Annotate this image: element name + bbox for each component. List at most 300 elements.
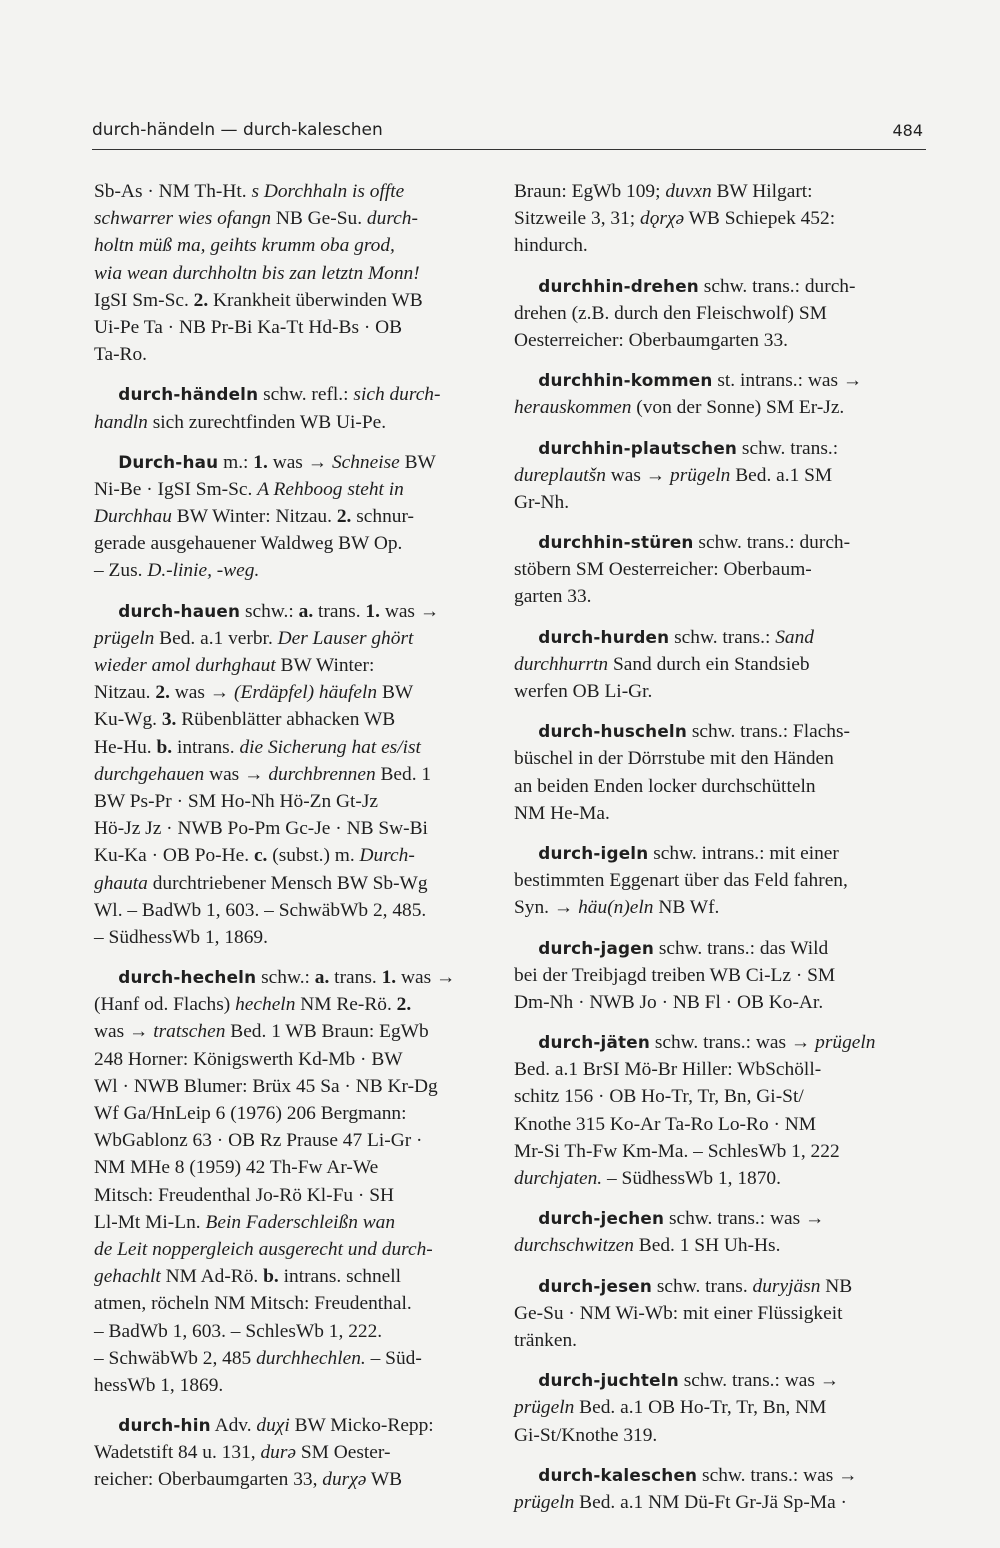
- text: NM MHe 8 (1959) 42 Th-Fw Ar-We: [94, 1157, 379, 1179]
- italic-text: tratschen: [153, 1021, 226, 1043]
- text: WB: [366, 1469, 403, 1491]
- text: was →: [267, 451, 332, 473]
- italic-text: durchbrennen: [268, 763, 376, 785]
- text: Ll-Mt Mi-Ln.: [94, 1211, 206, 1233]
- text: Sb-As · NM Th-Ht.: [94, 181, 252, 202]
- text-line: [94, 991, 490, 1018]
- text-line: [514, 1462, 925, 1489]
- text-line: [94, 870, 490, 897]
- text-line: [94, 449, 490, 476]
- italic-text: handln: [94, 411, 148, 433]
- italic-text: durchgehauen: [94, 763, 205, 785]
- text-line: [94, 625, 490, 652]
- text: [94, 384, 118, 405]
- text-line: [514, 1138, 925, 1165]
- text: reicher: Oberbaumgarten 33,: [94, 1469, 323, 1491]
- italic-text: de Leit noppergleich ausgerecht und durch-: [94, 1238, 433, 1260]
- text: [514, 938, 538, 959]
- text: Dm-Nh · NWB Jo · NB Fl · OB Ko-Ar.: [514, 991, 824, 1013]
- text: [94, 1415, 118, 1436]
- italic-text: D.-linie, -weg.: [147, 560, 260, 582]
- text: NM He-Ma.: [514, 802, 610, 824]
- text-line: [514, 178, 925, 205]
- entry-gap: [94, 585, 490, 598]
- headword: durch-jechen: [538, 1208, 665, 1229]
- headword: durch-hin: [118, 1415, 211, 1436]
- text: [514, 438, 538, 459]
- text: was →: [396, 967, 456, 989]
- text: hindurch.: [514, 235, 588, 257]
- text: Knothe 315 Ko-Ar Ta-Ro Lo-Ro · NM: [514, 1113, 817, 1135]
- entry-gap: [514, 1354, 925, 1367]
- italic-text: gehachlt: [94, 1266, 161, 1288]
- text: Ge-Su · NM Wi-Wb: mit einer Flüssigkeit: [514, 1302, 843, 1324]
- text: m.:: [218, 451, 254, 473]
- text-line: [94, 530, 490, 557]
- headword: durch-jesen: [538, 1275, 652, 1296]
- text-line: [514, 1422, 925, 1449]
- text: Braun: EgWb 109;: [514, 181, 666, 202]
- text: schw. trans.: was →: [649, 1032, 816, 1054]
- sense-number: 1.: [365, 600, 380, 622]
- italic-text: duχi: [256, 1415, 290, 1437]
- entry-gap: [514, 827, 925, 840]
- text-line: [94, 1100, 490, 1127]
- text: [514, 276, 538, 297]
- text-line: [514, 962, 925, 989]
- sense-number: 1.: [381, 967, 397, 989]
- italic-text: herauskommen: [514, 397, 632, 419]
- text: [94, 452, 118, 473]
- text: schw. trans.:: [669, 626, 776, 648]
- text: Ku-Wg.: [94, 709, 162, 731]
- text-line: [94, 1318, 490, 1345]
- text: Mr-Si Th-Fw Km-Ma. – SchlesWb 1, 222: [514, 1140, 840, 1162]
- text: schw. trans.: was →: [697, 1464, 858, 1486]
- text: tränken.: [514, 1329, 577, 1351]
- text: BW Winter: Nitzau.: [171, 506, 337, 528]
- entry-gap: [514, 422, 925, 435]
- italic-text: (Erdäpfel) häufeln: [234, 682, 378, 704]
- text: schw. trans.: Flachs-: [687, 721, 851, 743]
- text: Adv.: [210, 1415, 257, 1437]
- text-line: [514, 745, 925, 772]
- headword: durchhin-stüren: [538, 532, 694, 553]
- entry-gap: [94, 368, 490, 381]
- text-line: [94, 1073, 490, 1100]
- sense-number: a.: [298, 600, 314, 622]
- text: BW Winter:: [275, 655, 375, 676]
- sense-number: 2.: [336, 506, 352, 528]
- italic-text: durχə: [322, 1469, 367, 1491]
- text: was →: [605, 464, 671, 486]
- text-line: [94, 476, 490, 503]
- text: [514, 843, 538, 864]
- entry-gap: [514, 1016, 925, 1029]
- text: schw.:: [256, 967, 315, 989]
- header-rule: [92, 149, 926, 150]
- text: WB Schiepek 452:: [684, 208, 836, 230]
- text: Nitzau.: [94, 682, 156, 704]
- text-line: [94, 1182, 490, 1209]
- text: NB Ge-Su.: [271, 208, 367, 230]
- text-line: [514, 624, 925, 651]
- text-line: [514, 1367, 925, 1394]
- text-line: [514, 1489, 925, 1516]
- entry-gap: [514, 611, 925, 624]
- text-line: [514, 773, 925, 800]
- sense-number: 2.: [155, 682, 170, 704]
- italic-text: durə: [260, 1442, 297, 1464]
- text-line: [514, 394, 925, 421]
- headword: durchhin-kommen: [538, 370, 713, 391]
- text-line: [514, 1394, 925, 1421]
- italic-text: wia wean durchholtn bis zan letztn Monn!: [94, 262, 420, 284]
- text-line: [94, 706, 490, 733]
- entry-gap: [514, 1192, 925, 1205]
- text: Krankheit überwinden WB: [208, 289, 423, 311]
- italic-text: dǫrχə: [640, 208, 685, 230]
- headword: durchhin-plautschen: [538, 437, 738, 458]
- text-line: [514, 935, 925, 962]
- text-line: [94, 598, 490, 625]
- text: BW: [399, 451, 436, 473]
- italic-text: A Rehboog steht in: [257, 478, 404, 500]
- text-line: [514, 232, 925, 259]
- right-column: [514, 178, 925, 1516]
- text: (Hanf od. Flachs): [94, 994, 236, 1016]
- text: BW Ps-Pr · SM Ho-Nh Hö-Zn Gt-Jz: [94, 790, 379, 812]
- text: Sand durch ein Standsieb: [608, 653, 810, 675]
- text: Bed. 1 SH Uh-Hs.: [633, 1235, 781, 1257]
- text: an beiden Enden locker durchschütteln: [514, 775, 816, 797]
- sense-number: 2.: [396, 994, 412, 1016]
- text: schw. trans.: [652, 1275, 753, 1297]
- italic-text: Sand: [775, 626, 814, 648]
- text: schw.:: [240, 600, 299, 622]
- entry-gap: [514, 260, 925, 273]
- text: schw. trans.: was →: [664, 1208, 825, 1230]
- text-line: [94, 178, 490, 205]
- italic-text: Schneise: [331, 451, 400, 473]
- italic-text: durchhechlen.: [256, 1347, 366, 1369]
- text: was →: [169, 682, 235, 704]
- text-line: [94, 679, 490, 706]
- italic-text: Bein Faderschleißn wan: [205, 1211, 396, 1233]
- text: schw. trans.: was →: [678, 1370, 840, 1392]
- text: Sitzweile 3, 31;: [514, 208, 641, 230]
- sense-number: a.: [314, 967, 330, 989]
- text-line: [94, 1263, 490, 1290]
- text-line: [514, 651, 925, 678]
- text-line: [94, 1236, 490, 1263]
- text-line: [514, 273, 925, 300]
- text-line: [94, 815, 490, 842]
- text: [94, 967, 118, 988]
- entry-gap: [94, 951, 490, 964]
- text: schnur-: [351, 506, 414, 528]
- headword: durchhin-drehen: [538, 275, 699, 296]
- text: [514, 1032, 538, 1053]
- text-line: [514, 327, 925, 354]
- text: Ui-Pe Ta · NB Pr-Bi Ka-Tt Hd-Bs · OB: [94, 316, 403, 338]
- text: – SüdhessWb 1, 1869.: [94, 926, 268, 948]
- entry-gap: [514, 516, 925, 529]
- text-line: [94, 842, 490, 869]
- text: SM Oester-: [296, 1442, 391, 1464]
- italic-text: schwarrer wies ofangn: [94, 208, 272, 230]
- text: stöbern SM Oesterreicher: Oberbaum-: [514, 559, 812, 581]
- text: [514, 1370, 538, 1391]
- text: Oesterreicher: Oberbaumgarten 33.: [514, 329, 789, 351]
- text: [514, 627, 538, 648]
- text: 248 Horner: Königswerth Kd-Mb · BW: [94, 1048, 403, 1070]
- text-line: [514, 1205, 925, 1232]
- text: Ta-Ro.: [94, 344, 148, 366]
- text: Bed. a.1 verbr.: [154, 627, 278, 649]
- italic-text: prügeln: [514, 1491, 575, 1513]
- text-line: [514, 1111, 925, 1138]
- text-line: [94, 1345, 490, 1372]
- text: Bed. a.1 BrSI Mö-Br Hiller: WbSchöll-: [514, 1059, 822, 1081]
- text-line: [514, 489, 925, 516]
- italic-text: Durch-: [359, 845, 415, 867]
- headword: durch-hecheln: [118, 967, 257, 988]
- text: Bed. a.1 NM Dü-Ft Gr-Jä Sp-Ma ·: [574, 1491, 847, 1513]
- text: [514, 532, 538, 553]
- text: [514, 1208, 538, 1229]
- text-line: [94, 557, 490, 584]
- italic-text: prügeln: [94, 627, 155, 649]
- text-line: [94, 1154, 490, 1181]
- text: bei der Treibjagd treiben WB Ci-Lz · SM: [514, 964, 836, 986]
- text: schw. intrans.: mit einer: [648, 842, 839, 864]
- text-line: [514, 1083, 925, 1110]
- text: – SüdhessWb 1, 1870.: [602, 1168, 781, 1189]
- text: Wl. – BadWb 1, 603. – SchwäbWb 2, 485.: [94, 899, 427, 921]
- text-line: [94, 314, 490, 341]
- text: – Zus.: [94, 560, 148, 582]
- text-line: [94, 1412, 490, 1439]
- text: schw. trans.: durch-: [693, 532, 851, 554]
- text-line: [514, 989, 925, 1016]
- text: gerade ausgehauener Waldweg BW Op.: [94, 533, 403, 555]
- text-line: [514, 205, 925, 232]
- text: [514, 370, 538, 391]
- italic-text: die Sicherung hat es/ist: [239, 736, 421, 758]
- text: (subst.) m.: [267, 845, 360, 867]
- text: werfen OB Li-Gr.: [514, 681, 653, 702]
- text: – Süd-: [365, 1347, 422, 1369]
- text: NM Ad-Rö.: [160, 1266, 264, 1288]
- text: (von der Sonne) SM Er-Jz.: [631, 397, 845, 419]
- headword: durch-huscheln: [538, 721, 688, 742]
- text-line: [514, 678, 925, 705]
- text-line: [94, 205, 490, 232]
- entry-gap: [514, 1260, 925, 1273]
- text: NB Wf.: [653, 897, 720, 919]
- text: He-Hu.: [94, 736, 157, 758]
- text-line: [514, 1029, 925, 1056]
- text-line: [94, 1466, 490, 1493]
- italic-text: durchschwitzen: [514, 1235, 634, 1257]
- sense-number: c.: [253, 845, 268, 867]
- text-line: [94, 1290, 490, 1317]
- text: Bed. a.1 OB Ho-Tr, Tr, Bn, NM: [574, 1397, 827, 1419]
- italic-text: dureplautšn: [514, 464, 606, 486]
- headword: durch-juchteln: [538, 1370, 679, 1391]
- sense-number: 1.: [253, 451, 268, 473]
- text-line: [514, 894, 925, 921]
- italic-text: ghauta: [94, 872, 148, 894]
- text-line: [94, 897, 490, 924]
- text-line: [94, 761, 490, 788]
- text: Wf Ga/HnLeip 6 (1976) 206 Bergmann:: [94, 1103, 407, 1124]
- text: NM Re-Rö.: [295, 994, 397, 1016]
- italic-text: häu(n)eln: [578, 897, 654, 919]
- text: trans.: [329, 967, 382, 989]
- text: BW Micko-Repp:: [289, 1415, 434, 1437]
- text-line: [514, 300, 925, 327]
- text: schw. trans.: das Wild: [653, 937, 829, 959]
- text: garten 33.: [514, 586, 592, 608]
- text: bestimmten Eggenart über das Feld fahren,: [514, 870, 848, 892]
- text: atmen, röcheln NM Mitsch: Freudenthal.: [94, 1293, 412, 1315]
- text-line: [94, 409, 490, 436]
- text-line: [514, 718, 925, 745]
- headword: Durch-hau: [118, 451, 219, 472]
- text-line: [94, 503, 490, 530]
- text-line: [94, 1046, 490, 1073]
- text-line: [94, 1439, 490, 1466]
- text-line: [94, 381, 490, 408]
- text-line: [94, 341, 490, 368]
- entry-gap: [514, 922, 925, 935]
- text-line: [94, 924, 490, 951]
- entry-gap: [514, 354, 925, 367]
- text-line: [514, 529, 925, 556]
- entry-gap: [514, 705, 925, 718]
- text-line: [94, 287, 490, 314]
- text: intrans.: [172, 736, 240, 758]
- text-line: [514, 367, 925, 394]
- text: Ni-Be · IgSI Sm-Sc.: [94, 478, 258, 500]
- text-line: [94, 260, 490, 287]
- text: durchtriebener Mensch BW Sb-Wg: [147, 872, 428, 894]
- headword: durch-igeln: [538, 842, 649, 863]
- text: drehen (z.B. durch den Fleischwolf) SM: [514, 302, 827, 324]
- text-line: [514, 462, 925, 489]
- text: Gr-Nh.: [514, 491, 570, 513]
- text: [94, 601, 118, 622]
- italic-text: durchhurrtn: [514, 653, 609, 675]
- text-line: [94, 788, 490, 815]
- text-line: [94, 734, 490, 761]
- text-line: [94, 1372, 490, 1399]
- text-line: [514, 1327, 925, 1354]
- text: IgSI Sm-Sc.: [94, 289, 194, 311]
- text: Wadetstift 84 u. 131,: [94, 1442, 261, 1464]
- text: was →: [379, 600, 440, 622]
- page-number: 484: [892, 121, 923, 140]
- headword: durch-jagen: [538, 937, 654, 958]
- text: BW: [377, 682, 414, 704]
- text: Syn. →: [514, 897, 579, 919]
- text: büschel in der Dörrstube mit den Händen: [514, 748, 834, 770]
- text: st. intrans.: was →: [712, 370, 863, 392]
- italic-text: prügeln: [670, 464, 731, 486]
- text-line: [514, 556, 925, 583]
- text-line: [514, 867, 925, 894]
- sense-number: b.: [263, 1266, 279, 1288]
- italic-text: Der Lauser ghört: [277, 627, 414, 649]
- italic-text: duvxn: [665, 181, 712, 202]
- italic-text: duryjäsn: [752, 1275, 821, 1297]
- text: – SchwäbWb 2, 485: [94, 1347, 257, 1369]
- text: hessWb 1, 1869.: [94, 1374, 224, 1396]
- text-line: [94, 652, 490, 679]
- italic-text: wieder amol durhghaut: [94, 655, 276, 676]
- entry-gap: [514, 1449, 925, 1462]
- text: – BadWb 1, 603. – SchlesWb 1, 222.: [94, 1320, 383, 1342]
- entry-gap: [94, 1399, 490, 1412]
- italic-text: Durchhau: [94, 506, 172, 528]
- text: [514, 1465, 538, 1486]
- text: schw. refl.:: [258, 384, 354, 406]
- text-line: [514, 1300, 925, 1327]
- text-line: [514, 1056, 925, 1083]
- italic-text: prügeln: [815, 1032, 876, 1054]
- italic-text: prügeln: [514, 1397, 575, 1419]
- headword: durch-jäten: [538, 1032, 650, 1053]
- text-line: [514, 1165, 925, 1192]
- text: [514, 1276, 538, 1297]
- italic-text: durch-: [366, 208, 418, 230]
- headword: durch-händeln: [118, 384, 259, 405]
- text-line: [94, 964, 490, 991]
- text: Bed. 1: [375, 763, 432, 785]
- text: Mitsch: Freudenthal Jo-Rö Kl-Fu · SH: [94, 1184, 395, 1206]
- text-line: [514, 583, 925, 610]
- text: Bed. 1 WB Braun: EgWb: [225, 1021, 429, 1043]
- text: BW Hilgart:: [711, 181, 813, 202]
- italic-text: sich durch-: [353, 384, 441, 406]
- text: trans.: [313, 600, 366, 622]
- text: Ku-Ka · OB Po-He.: [94, 845, 254, 867]
- headword: durch-hurden: [538, 626, 670, 647]
- italic-text: holtn müß ma, geihts krumm oba grod,: [94, 235, 395, 257]
- text-line: [514, 435, 925, 462]
- text: sich zurechtfinden WB Ui-Pe.: [147, 411, 387, 433]
- page-title: durch-händeln — durch-kaleschen: [92, 120, 383, 140]
- headword: durch-hauen: [118, 600, 241, 621]
- sense-number: b.: [156, 736, 173, 758]
- text: Hö-Jz Jz · NWB Po-Pm Gc-Je · NB Sw-Bi: [94, 818, 428, 840]
- italic-text: durchjaten.: [514, 1168, 603, 1189]
- text-line: [514, 840, 925, 867]
- text: WbGablonz 63 · OB Rz Prause 47 Li-Gr ·: [94, 1130, 423, 1152]
- text: Bed. a.1 SM: [730, 464, 833, 486]
- text-line: [514, 800, 925, 827]
- text: schw. trans.:: [737, 437, 839, 459]
- italic-text: s Dorchhaln is offte: [251, 181, 405, 202]
- text: intrans. schnell: [278, 1266, 402, 1288]
- left-column: [94, 178, 490, 1494]
- text-line: [94, 1018, 490, 1045]
- running-head: [92, 116, 925, 150]
- text: NB: [820, 1275, 853, 1297]
- headword: durch-kaleschen: [538, 1464, 698, 1485]
